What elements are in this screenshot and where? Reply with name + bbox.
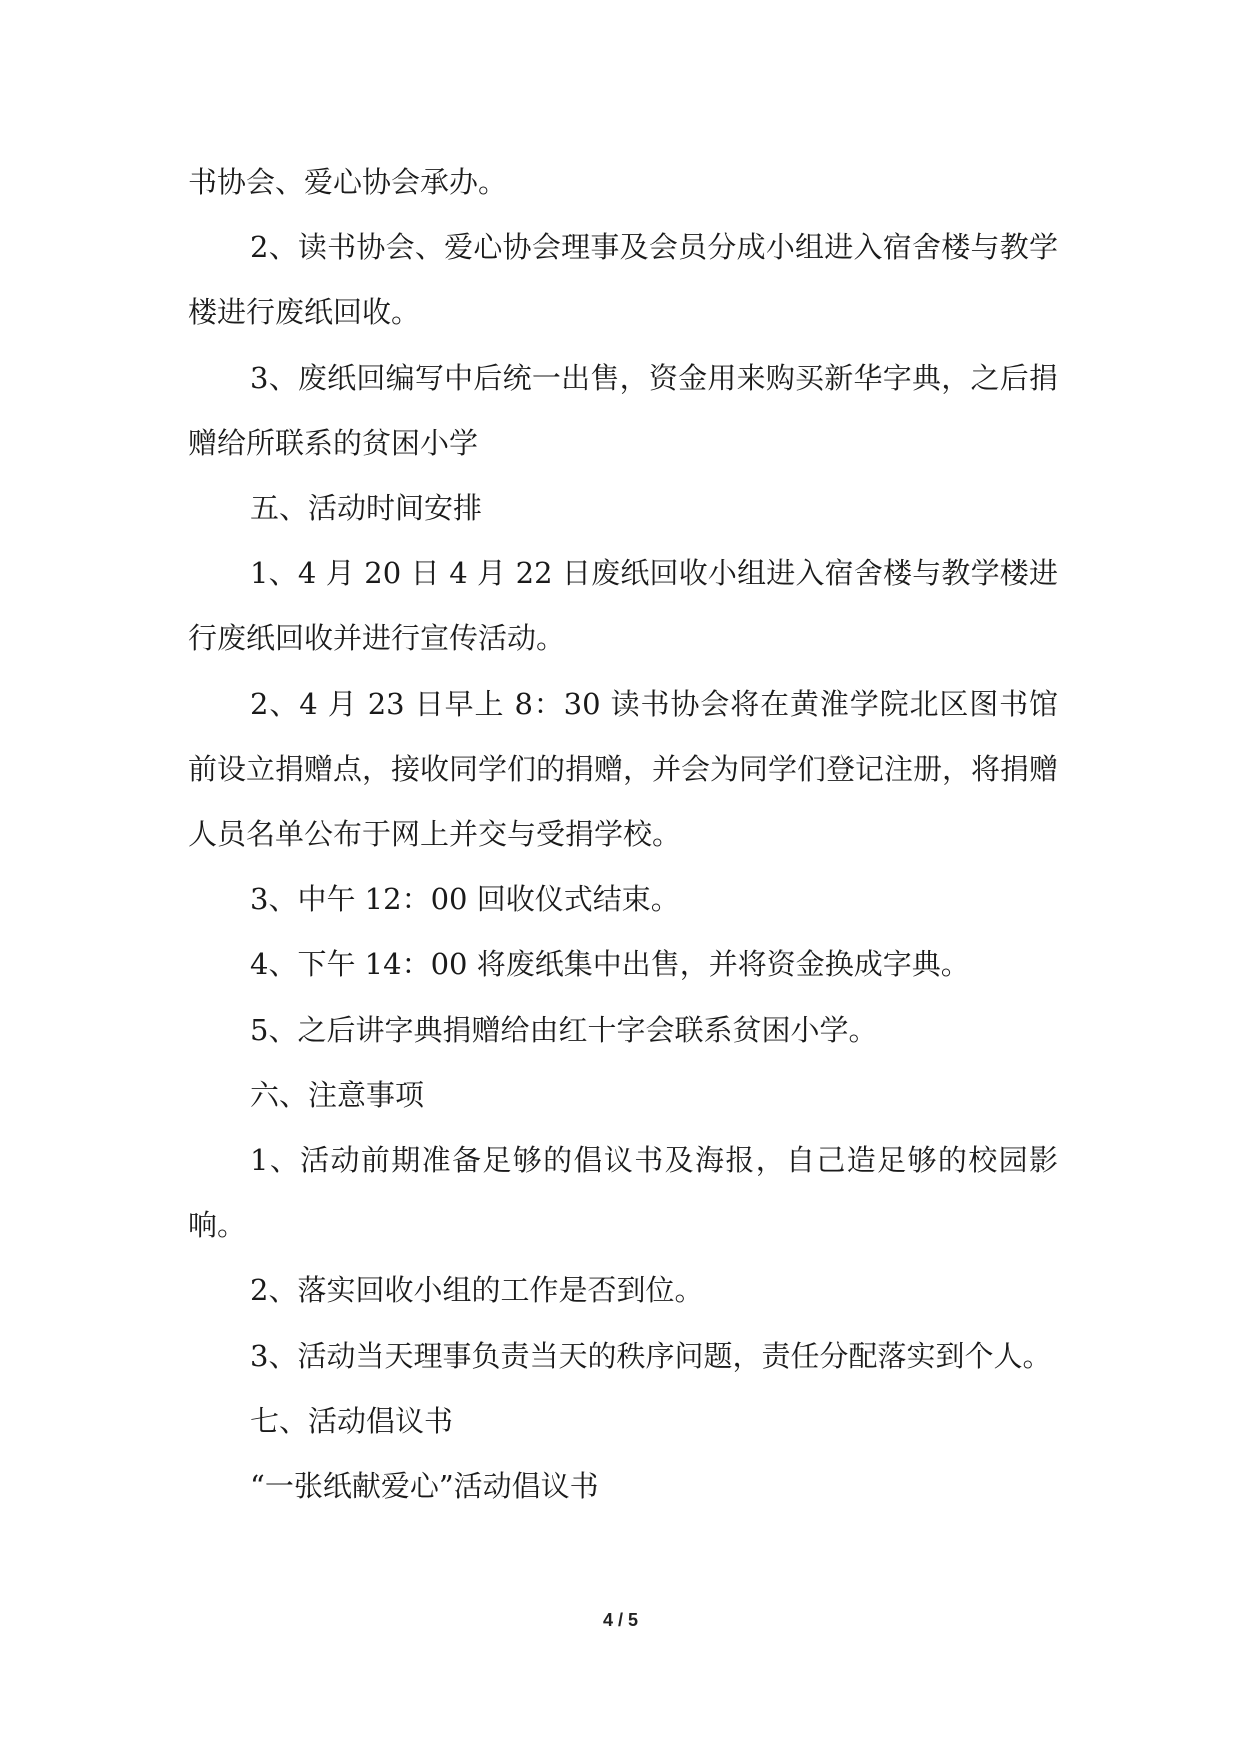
paragraph-6: 3、中午 12：00 回收仪式结束。 [250, 882, 680, 917]
paragraph-0: 书协会、爱心协会承办。 [188, 165, 508, 199]
paragraph-5: 2、4 月 23 日早上 8：30 读书协会将在黄淮学院北区图书馆前设立捐赠点，接收同学们的捐赠，并会为同学们登记注册，将捐赠人员名单公布于网上并交与受捐学校。 [188, 686, 1059, 852]
paragraph-8: 5、之后讲字典捐赠给由红十字会联系贫困小学。 [250, 1012, 878, 1047]
paragraph-4: 1、4 月 20 日 4 月 22 日废纸回收小组进入宿舍楼与教学楼进行废纸回收并进行宣传活动。 [188, 556, 1058, 656]
proposal-title: “一张纸献爱心”活动倡议书 [250, 1469, 599, 1504]
section-heading-7: 七、活动倡议书 [250, 1403, 454, 1438]
section-heading-5: 五、活动时间安排 [250, 491, 483, 526]
paragraph-1: 2、读书协会、爱心协会理事及会员分成小组进入宿舍楼与教学楼进行废纸回收。 [188, 230, 1058, 330]
document-body [188, 150, 1058, 1519]
paragraph-2: 3、废纸回编写中后统一出售，资金用来购买新华字典，之后捐赠给所联系的贫困小学 [188, 360, 1058, 460]
paragraph-12: 3、活动当天理事负责当天的秩序问题，责任分配落实到个人。 [250, 1338, 1052, 1373]
section-heading-6: 六、注意事项 [250, 1077, 425, 1112]
paragraph-10: 1、活动前期准备足够的倡议书及海报，自己造足够的校园影响。 [188, 1143, 1058, 1243]
page-number: 4 / 5 [602, 1610, 639, 1630]
paragraph-7: 4、下午 14：00 将废纸集中出售，并将资金换成字典。 [250, 947, 970, 982]
paragraph-11: 2、落实回收小组的工作是否到位。 [250, 1273, 704, 1308]
